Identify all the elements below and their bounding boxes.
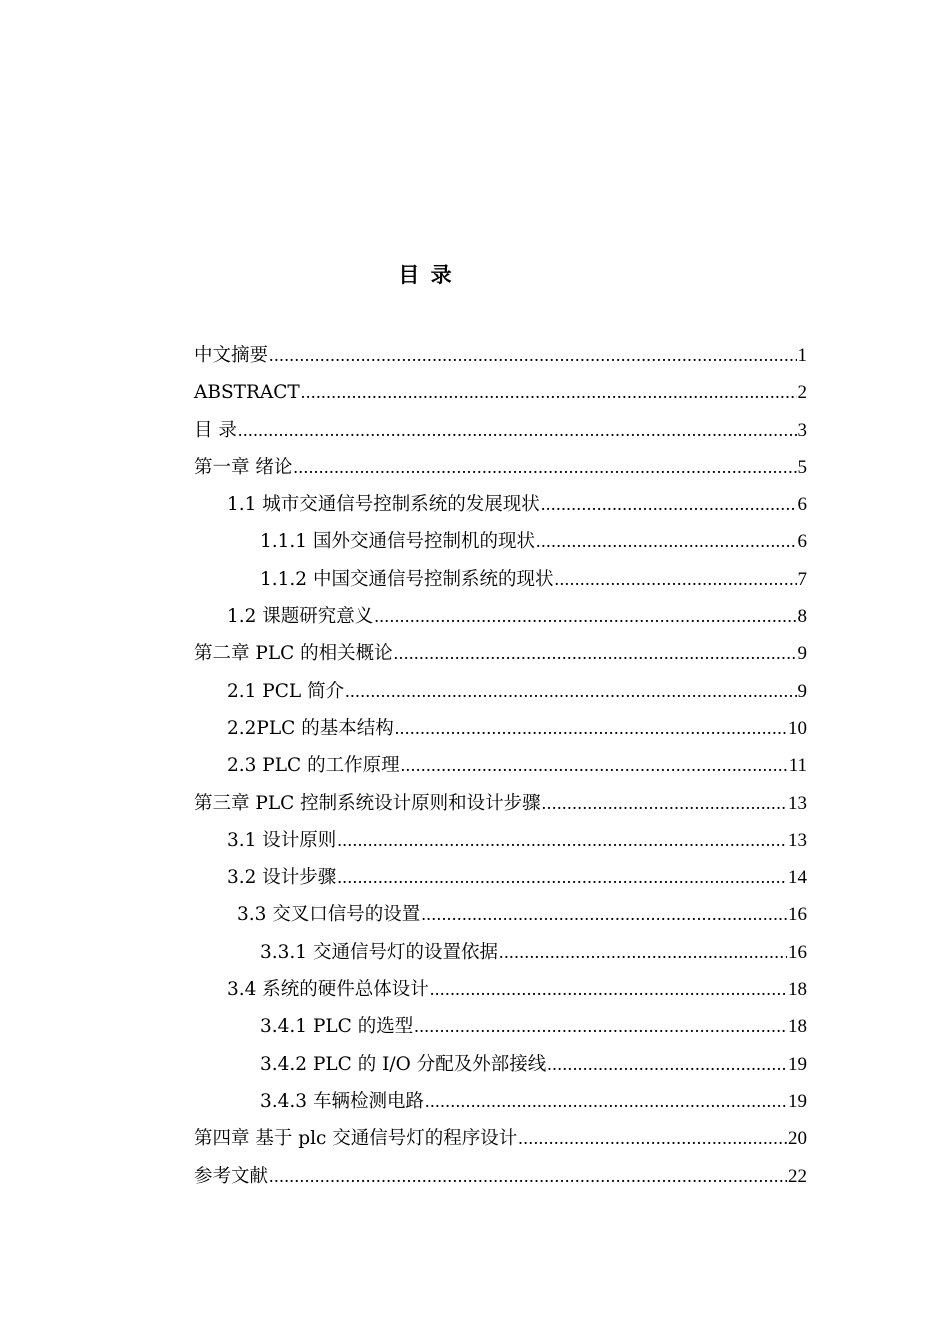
toc-leader-dots xyxy=(542,785,787,822)
toc-leader-dots xyxy=(499,934,787,971)
toc-entry-page: 9 xyxy=(797,643,807,665)
toc-leader-dots xyxy=(374,598,796,635)
toc-leader-dots xyxy=(293,449,796,486)
toc-entry-text: 3.2 设计步骤 xyxy=(227,867,337,889)
toc-leader-dots xyxy=(421,896,787,933)
toc-leader-dots xyxy=(238,412,797,449)
toc-entry[interactable] xyxy=(194,822,807,859)
toc-entry[interactable] xyxy=(194,971,807,1008)
toc-entry[interactable] xyxy=(194,486,807,523)
table-of-contents xyxy=(194,337,807,1195)
toc-entry-text: 1.2 课题研究意义 xyxy=(227,606,374,628)
toc-entry-text: 3.4.3 车辆检测电路 xyxy=(260,1090,424,1112)
toc-entry-page: 13 xyxy=(788,829,807,851)
toc-entry-text: 第一章 绪论 xyxy=(194,456,293,478)
toc-entry-text: 第四章 基于 plc 交通信号灯的程序设计 xyxy=(194,1128,518,1150)
toc-entry[interactable] xyxy=(194,1046,807,1083)
toc-entry-page: 11 xyxy=(788,755,807,777)
toc-entry[interactable] xyxy=(194,449,807,486)
toc-entry-text: 3.4.2 PLC 的 I/O 分配及外部接线 xyxy=(260,1053,547,1075)
toc-entry[interactable] xyxy=(194,374,807,411)
toc-entry-page: 19 xyxy=(788,1090,807,1112)
toc-entry-text: ABSTRACT xyxy=(194,382,300,404)
toc-entry[interactable] xyxy=(194,1158,807,1195)
toc-leader-dots xyxy=(269,1158,787,1195)
toc-entry[interactable] xyxy=(194,1120,807,1157)
toc-leader-dots xyxy=(337,822,787,859)
toc-entry-text: 参考文献 xyxy=(194,1165,269,1187)
toc-entry-page: 2 xyxy=(797,382,807,404)
toc-entry[interactable] xyxy=(194,673,807,710)
toc-entry[interactable] xyxy=(194,337,807,374)
toc-entry-page: 3 xyxy=(797,419,807,441)
toc-entry[interactable] xyxy=(194,1008,807,1045)
toc-entry-page: 20 xyxy=(788,1128,807,1150)
toc-leader-dots xyxy=(345,673,796,710)
toc-entry-page: 18 xyxy=(788,1016,807,1038)
toc-leader-dots xyxy=(401,747,788,784)
toc-entry-page: 1 xyxy=(797,345,807,366)
toc-entry-page: 14 xyxy=(788,867,807,889)
toc-entry-text: 3.3.1 交通信号灯的设置依据 xyxy=(260,941,498,963)
toc-entry-page: 8 xyxy=(797,606,807,628)
toc-entry-page: 5 xyxy=(797,456,807,478)
toc-entry-page: 16 xyxy=(788,904,807,926)
toc-entry-page: 10 xyxy=(788,717,807,739)
toc-entry-page: 19 xyxy=(788,1053,807,1075)
toc-entry[interactable] xyxy=(194,561,807,598)
toc-entry-page: 9 xyxy=(797,680,807,702)
toc-entry-text: 第二章 PLC 的相关概论 xyxy=(194,643,393,665)
toc-title: 目 录 xyxy=(398,263,454,287)
toc-entry-text: 2.3 PLC 的工作原理 xyxy=(227,755,400,777)
toc-entry-text: 1.1 城市交通信号控制系统的发展现状 xyxy=(227,494,540,516)
toc-leader-dots xyxy=(301,374,797,411)
toc-leader-dots xyxy=(518,1120,787,1157)
toc-entry-text: 1.1.1 国外交通信号控制机的现状 xyxy=(260,531,535,553)
toc-entry-text: 中文摘要 xyxy=(194,345,269,366)
toc-entry-page: 7 xyxy=(797,568,807,590)
toc-entry[interactable] xyxy=(194,523,807,560)
toc-entry-page: 22 xyxy=(788,1165,807,1187)
toc-leader-dots xyxy=(554,561,796,598)
toc-entry[interactable] xyxy=(194,412,807,449)
toc-entry[interactable] xyxy=(194,859,807,896)
toc-entry[interactable] xyxy=(194,635,807,672)
toc-entry-page: 13 xyxy=(788,792,807,814)
toc-entry-text: 3.4 系统的硬件总体设计 xyxy=(227,979,429,1001)
toc-entry-text: 第三章 PLC 控制系统设计原则和设计步骤 xyxy=(194,792,541,814)
toc-leader-dots xyxy=(541,486,797,523)
toc-entry-text: 2.1 PCL 简介 xyxy=(227,680,345,702)
toc-leader-dots xyxy=(395,710,787,747)
toc-entry-text: 3.3 交叉口信号的设置 xyxy=(237,904,421,926)
toc-entry[interactable] xyxy=(194,785,807,822)
toc-leader-dots xyxy=(394,635,797,672)
toc-entry[interactable] xyxy=(194,1083,807,1120)
toc-entry[interactable] xyxy=(194,896,807,933)
toc-entry-text: 目 录 xyxy=(194,419,237,441)
toc-leader-dots xyxy=(414,1008,787,1045)
toc-entry[interactable] xyxy=(194,710,807,747)
toc-leader-dots xyxy=(536,523,797,560)
toc-entry[interactable] xyxy=(194,934,807,971)
toc-entry-text: 2.2PLC 的基本结构 xyxy=(227,717,394,739)
toc-leader-dots xyxy=(269,337,796,374)
toc-entry-text: 3.1 设计原则 xyxy=(227,829,337,851)
toc-entry[interactable] xyxy=(194,598,807,635)
toc-entry-text: 3.4.1 PLC 的选型 xyxy=(260,1016,414,1038)
toc-leader-dots xyxy=(547,1046,787,1083)
toc-entry-text: 1.1.2 中国交通信号控制系统的现状 xyxy=(260,568,554,590)
toc-entry-page: 18 xyxy=(788,979,807,1001)
toc-leader-dots xyxy=(425,1083,787,1120)
toc-entry-page: 6 xyxy=(797,531,807,553)
toc-entry-page: 6 xyxy=(797,494,807,516)
toc-entry[interactable] xyxy=(194,747,807,784)
toc-leader-dots xyxy=(337,859,787,896)
toc-leader-dots xyxy=(430,971,787,1008)
toc-entry-page: 16 xyxy=(788,941,807,963)
